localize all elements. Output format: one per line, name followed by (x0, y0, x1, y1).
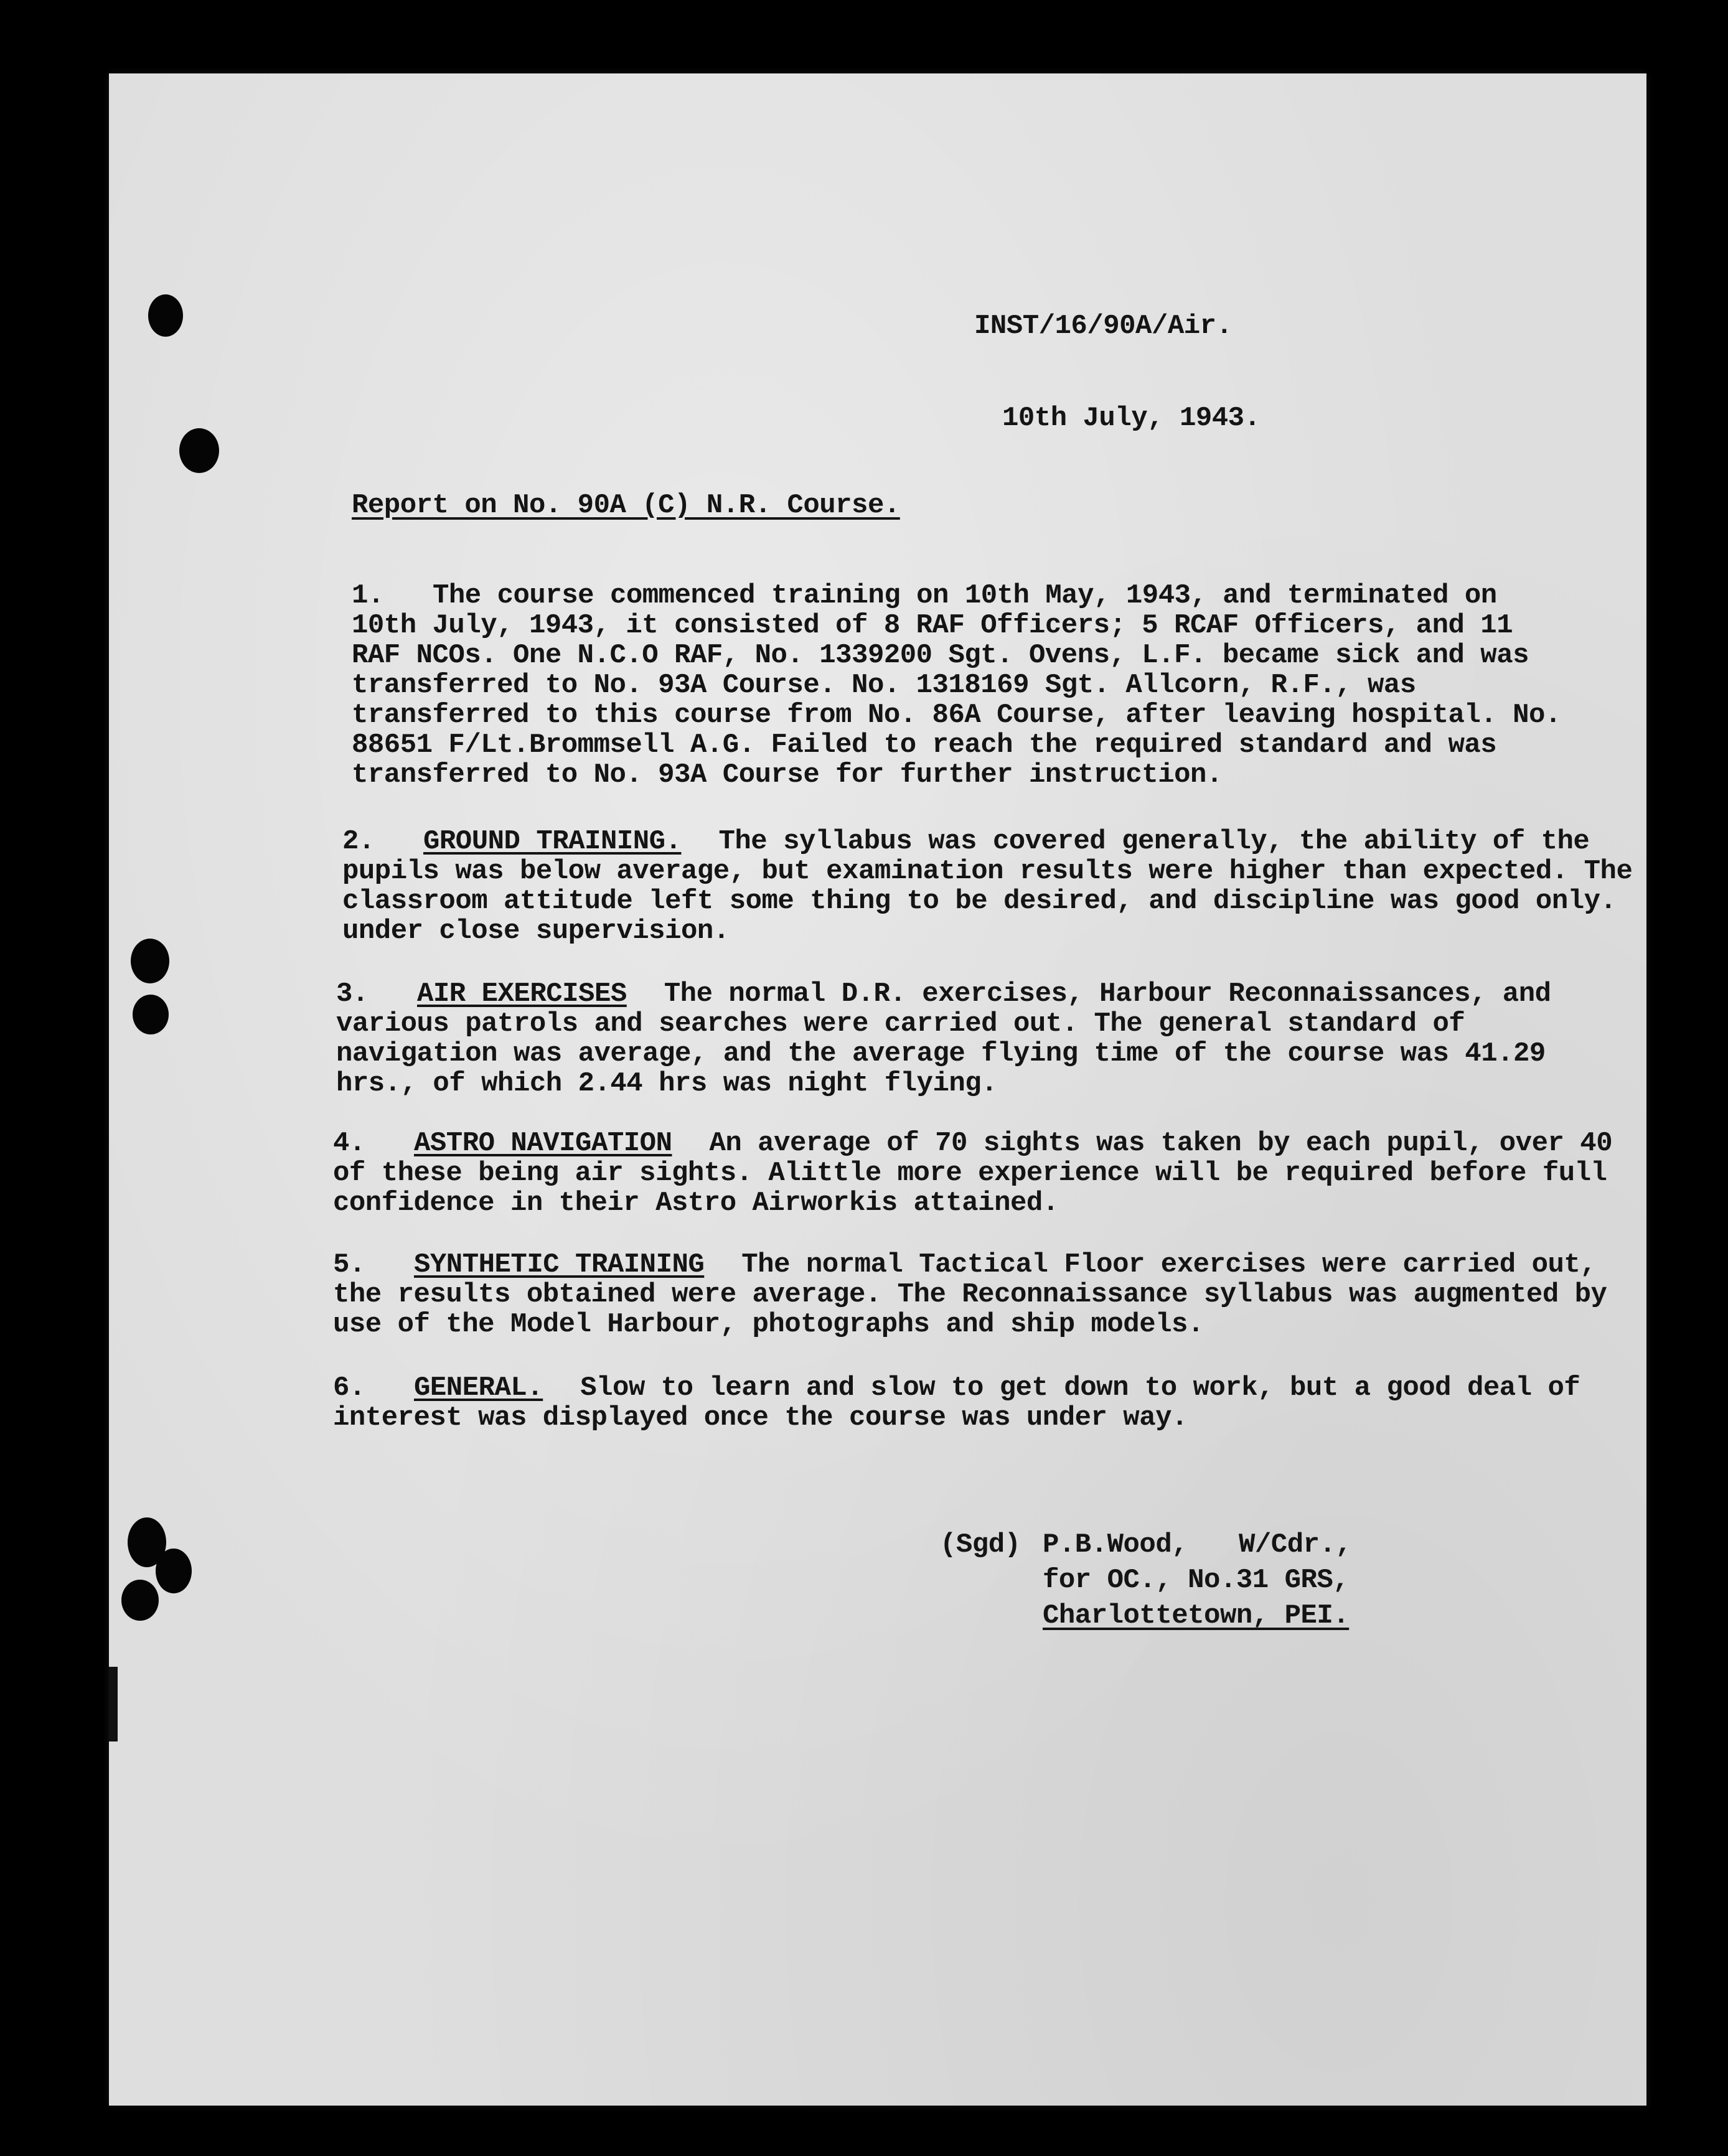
document-date: 10th July, 1943. (1002, 403, 1261, 434)
paragraph-number: 6. (333, 1372, 365, 1404)
edge-tear-mark (109, 1667, 118, 1741)
paragraph-4 (333, 1128, 1615, 1218)
paragraph-text: Slow to learn and slow to get down to work, but a good deal of interest was displayed once the course was under way. (333, 1372, 1580, 1433)
paragraph-number: 1. (352, 580, 384, 611)
section-heading: ASTRO NAVIGATION (414, 1128, 672, 1159)
punch-hole (131, 939, 169, 983)
paragraph-2 (342, 827, 1637, 946)
punch-hole (179, 428, 219, 473)
paragraph-text: The normal Tactical Floor exercises were carried out, the results obtained were average. The Reconnaissance syllabus was augmented by use of the Model Harbour, photographs and ship models. (333, 1249, 1607, 1340)
section-heading: GROUND TRAINING. (423, 826, 682, 857)
paragraph-text: An average of 70 sights was taken by each pupil, over 40 of these being air sights. Alittle more experience will be required before full confidence in their Astro Airworkis attained. (333, 1128, 1613, 1219)
section-heading: GENERAL. (414, 1372, 543, 1404)
paragraph-number: 3. (336, 978, 369, 1010)
signature-rank: W/Cdr., (1239, 1529, 1352, 1560)
section-heading: SYNTHETIC TRAINING (414, 1249, 705, 1280)
paragraph-1 (352, 581, 1572, 790)
punch-hole (148, 294, 183, 337)
paragraph-3 (336, 979, 1606, 1099)
document-title: Report on No. 90A (C) N.R. Course. (352, 490, 900, 521)
punch-hole (121, 1580, 159, 1621)
paragraph-number: 4. (333, 1128, 365, 1159)
signature-prefix: (Sgd) (940, 1529, 1021, 1560)
paragraph-text: The normal D.R. exercises, Harbour Reconnaissances, and various patrols and searches were carried out. The general standard of navigation was average, and the average flying time of the course was 41.29 hrs., of which 2.44 hrs was night flying. (336, 978, 1551, 1099)
paragraph-text: The course commenced training on 10th May, 1943, and terminated on 10th July, 1943, it consisted of 8 RAF Officers; 5 RCAF Officers, and 11 RAF NCOs. One N.C.O RAF, No. 1339200 Sgt. Ovens, L.F. became sick and was transferred to No. 93A Course. No. 1318169 Sgt. Allcorn, R.F., was transferred to this course from No. 86A Course, after leaving hospital. No. 88651 F/Lt.Brommsell A.G. Failed to reach the required standard and was transferred to No. 93A Course for further instruction. (352, 580, 1561, 790)
reference-number: INST/16/90A/Air. (974, 311, 1233, 342)
document-page (109, 73, 1646, 2106)
paragraph-number: 2. (342, 826, 375, 857)
paragraph-5 (333, 1250, 1646, 1339)
punch-hole (156, 1549, 192, 1593)
punch-hole (133, 995, 169, 1034)
section-heading: AIR EXERCISES (417, 978, 627, 1010)
paragraph-number: 5. (333, 1249, 365, 1280)
signature-unit: for OC., No.31 GRS, (1043, 1565, 1350, 1596)
paragraph-6 (333, 1373, 1615, 1433)
signature-location: Charlottetown, PEI. (1043, 1600, 1350, 1631)
signature-name: P.B.Wood, (1043, 1529, 1188, 1560)
paragraph-text: The syllabus was covered generally, the ability of the pupils was below average, but examination results were higher than expected. The classroom attitude left some thing to be desired, and discipline was good only. under close supervision. (342, 826, 1633, 947)
